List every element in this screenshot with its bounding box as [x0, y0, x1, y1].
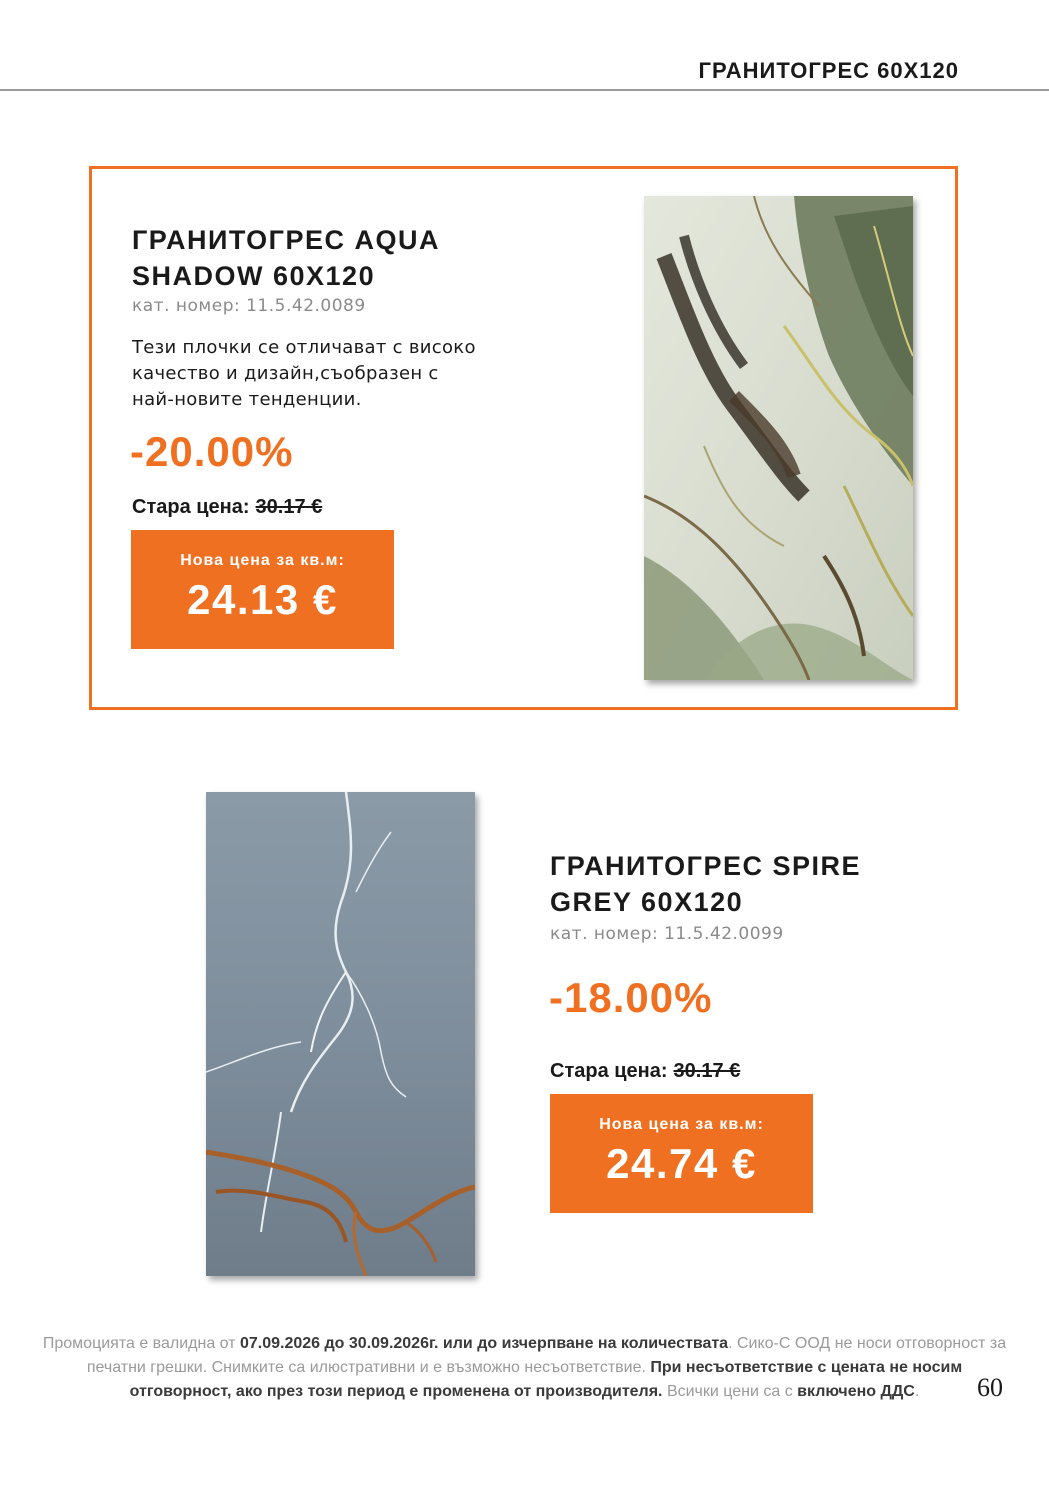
description-line: Тези плочки се отличават с високо — [132, 337, 476, 358]
old-price-label: Стара цена: — [132, 496, 250, 518]
new-price-box — [131, 530, 394, 649]
old-price-label: Стара цена: — [550, 1060, 668, 1082]
promo-disclaimer — [40, 1332, 1009, 1404]
header-divider — [0, 89, 1049, 91]
old-price-value: 30.17 € — [673, 1060, 741, 1082]
catalog-number: кат. номер: 11.5.42.0089 — [132, 296, 366, 316]
product-description — [132, 335, 476, 413]
product-image-aqua-shadow — [644, 196, 913, 680]
disclaimer-text: . — [914, 1383, 920, 1400]
new-price-value: 24.13 € — [187, 576, 338, 623]
disclaimer-bold-liability: При несъответствие с цената не носим отговорност, ако през този период е променена от производителя. — [129, 1359, 963, 1400]
old-price — [132, 496, 322, 519]
old-price — [550, 1060, 740, 1083]
product-title-line-1: ГРАНИТОГРЕС AQUA — [132, 225, 440, 255]
description-line: най-новите тенденции. — [132, 389, 362, 410]
new-price-value: 24.74 € — [606, 1140, 757, 1187]
product-title-line-1: ГРАНИТОГРЕС SPIRE — [550, 851, 862, 881]
product-title — [132, 222, 440, 294]
description-line: качество и дизайн,съобразен с — [132, 363, 439, 384]
discount-percent: -18.00% — [549, 974, 713, 1021]
page-number: 60 — [977, 1373, 1003, 1402]
product-title-line-2: GREY 60X120 — [550, 887, 744, 917]
new-price-label: Нова цена за кв.м: — [180, 552, 345, 569]
disclaimer-text: Всички цени са с — [662, 1383, 798, 1400]
new-price-box — [550, 1094, 813, 1213]
old-price-value: 30.17 € — [255, 496, 323, 518]
disclaimer-bold-dates: 07.09.2026 до 30.09.2026г. или до изчерпване на количествата — [240, 1335, 729, 1352]
disclaimer-bold-vat: включено ДДС — [797, 1383, 915, 1400]
product-title-line-2: SHADOW 60X120 — [132, 261, 376, 291]
discount-percent: -20.00% — [130, 428, 294, 475]
disclaimer-text: Промоцията е валидна от — [42, 1335, 240, 1352]
page-section-title: ГРАНИТОГРЕС 60Х120 — [698, 58, 959, 83]
disclaimer-text: . Сико-С ООД не носи отговорност за печатни грешки. Снимките са илюстративни и е възможно несъответствие. — [86, 1335, 1007, 1376]
catalog-number: кат. номер: 11.5.42.0099 — [550, 924, 784, 944]
product-image-spire-grey — [206, 792, 475, 1276]
product-title — [550, 848, 861, 920]
new-price-label: Нова цена за кв.м: — [599, 1116, 764, 1133]
